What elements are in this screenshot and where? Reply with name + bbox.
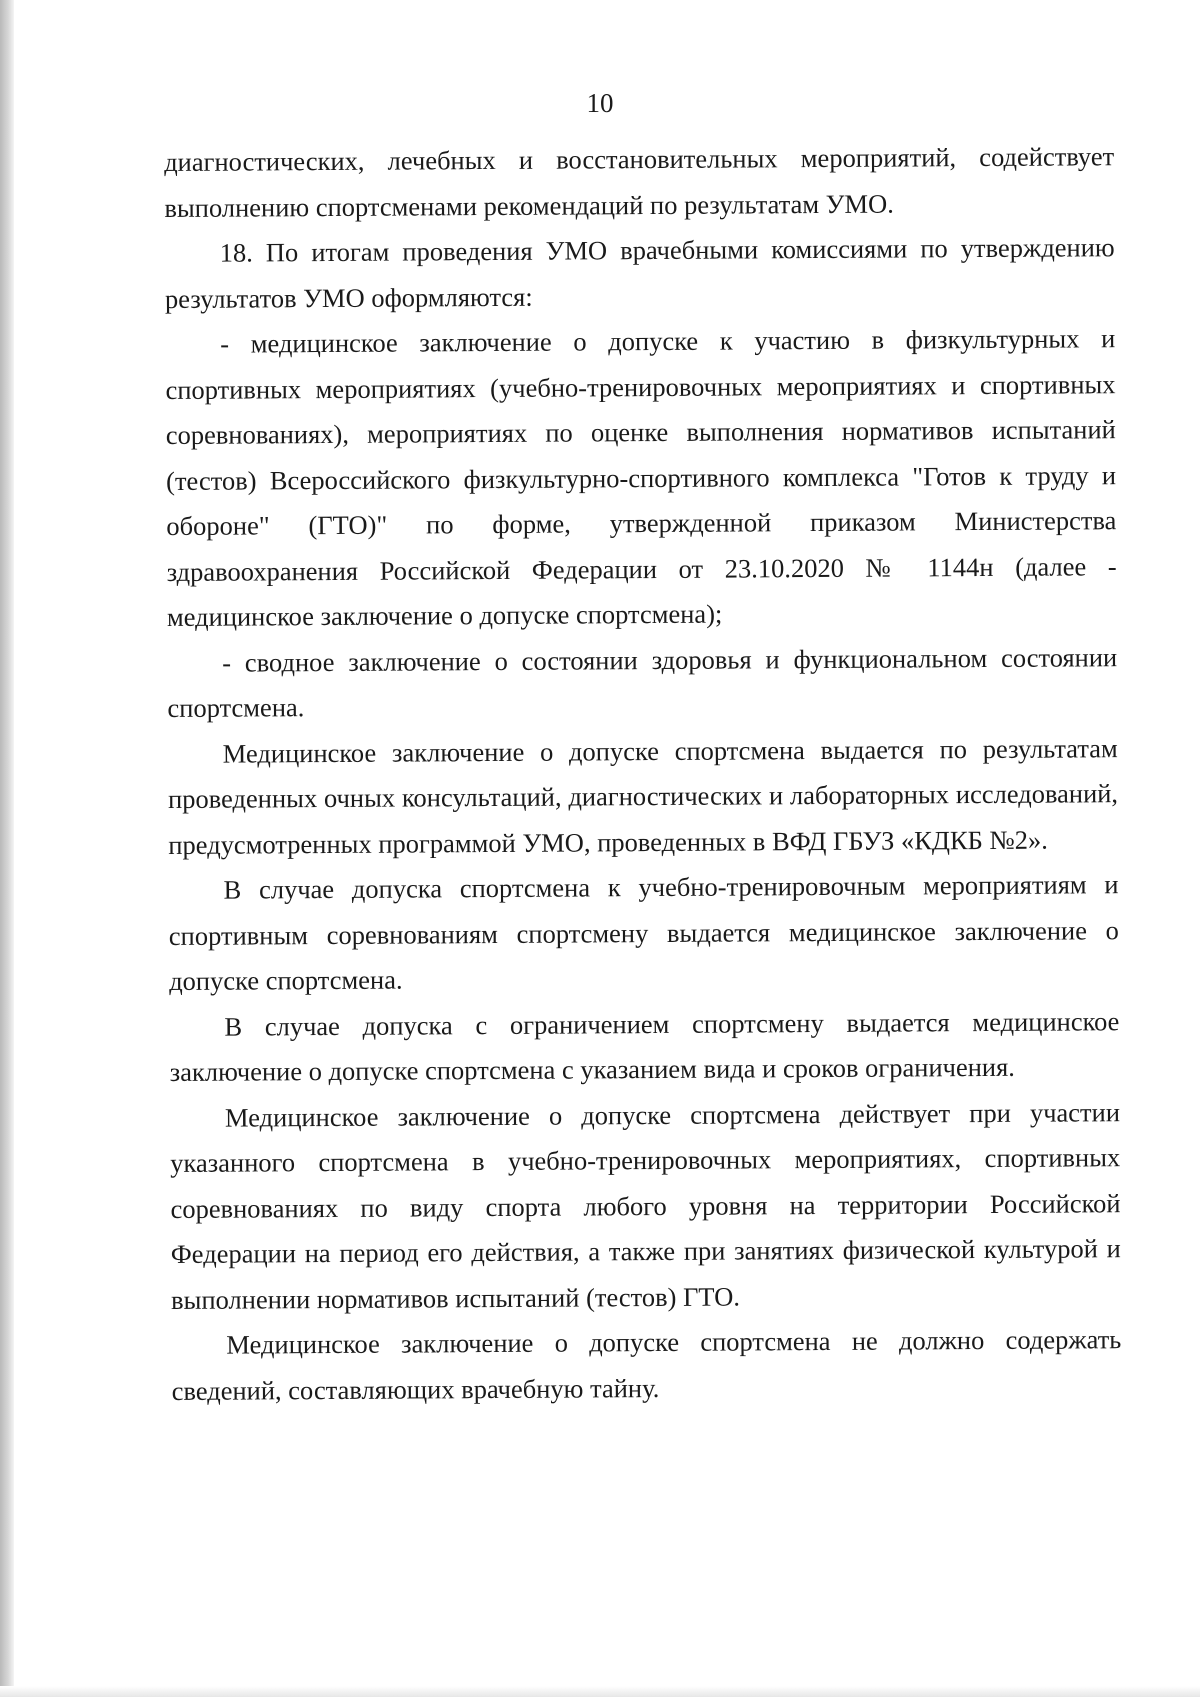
document-body bbox=[164, 134, 1122, 1414]
paragraph-confidentiality: Медицинское заключение о допуске спортсмена не должно содержать сведений, составляющих врачебную тайну. bbox=[171, 1324, 1122, 1406]
paragraph-restriction: В случае допуска с ограничением спортсмену выдается медицинское заключение о допуске спортсмена с указанием вида и сроков ограничения. bbox=[169, 1005, 1120, 1087]
paragraph-item-18: 18. По итогам проведения УМО врачебными комиссиями по утверждению результатов УМО оформляются: bbox=[164, 232, 1115, 314]
scan-shadow-left bbox=[0, 0, 14, 1697]
page-number: 10 bbox=[586, 88, 614, 118]
paragraph-admission: В случае допуска спортсмена к учебно-тренировочным мероприятиям и спортивным соревнованиям спортсмену выдается медицинское заключение о допуске спортсмена. bbox=[168, 869, 1119, 996]
paragraph-issuance: Медицинское заключение о допуске спортсмена выдается по результатам проведенных очных консультаций, диагностических и лабораторных исследований, предусмотренных программой УМО, проведенных в ВФД ГБУЗ «КДКБ №2». bbox=[167, 732, 1119, 860]
paragraph-continuation: диагностических, лечебных и восстановительных мероприятий, содействует выполнению спортсменами рекомендаций по результатам УМО. bbox=[164, 141, 1115, 223]
list-item-summary-conclusion: - сводное заключение о состоянии здоровья и функциональном состоянии спортсмена. bbox=[167, 641, 1118, 723]
paragraph-validity: Медицинское заключение о допуске спортсмена действует при участии указанного спортсмена в учебно-тренировочных мероприятиях, спортивных соревнованиях по виду спорта любого уровня на территории Российской Федерации на период его действия, а также при занятиях физической культурой и выполнении нормативов испытаний (тестов) ГТО. bbox=[170, 1096, 1121, 1315]
scan-shadow-bottom bbox=[0, 1686, 1200, 1697]
list-item-medical-conclusion: - медицинское заключение о допуске к участию в физкультурных и спортивных мероприятиях (учебно-тренировочных мероприятиях и спортивных соревнованиях), мероприятиях по оценке выполнения нормативов испытаний (тестов) Всероссийского физкультурно-спортивного комплекса "Готов к труду и обороне" (ГТО)" по форме, утвержденной приказом Министерства здравоохранения Российской Федерации от 23.10.2020 № 1144н (далее - медицинское заключение о допуске спортсмена); bbox=[165, 323, 1117, 632]
